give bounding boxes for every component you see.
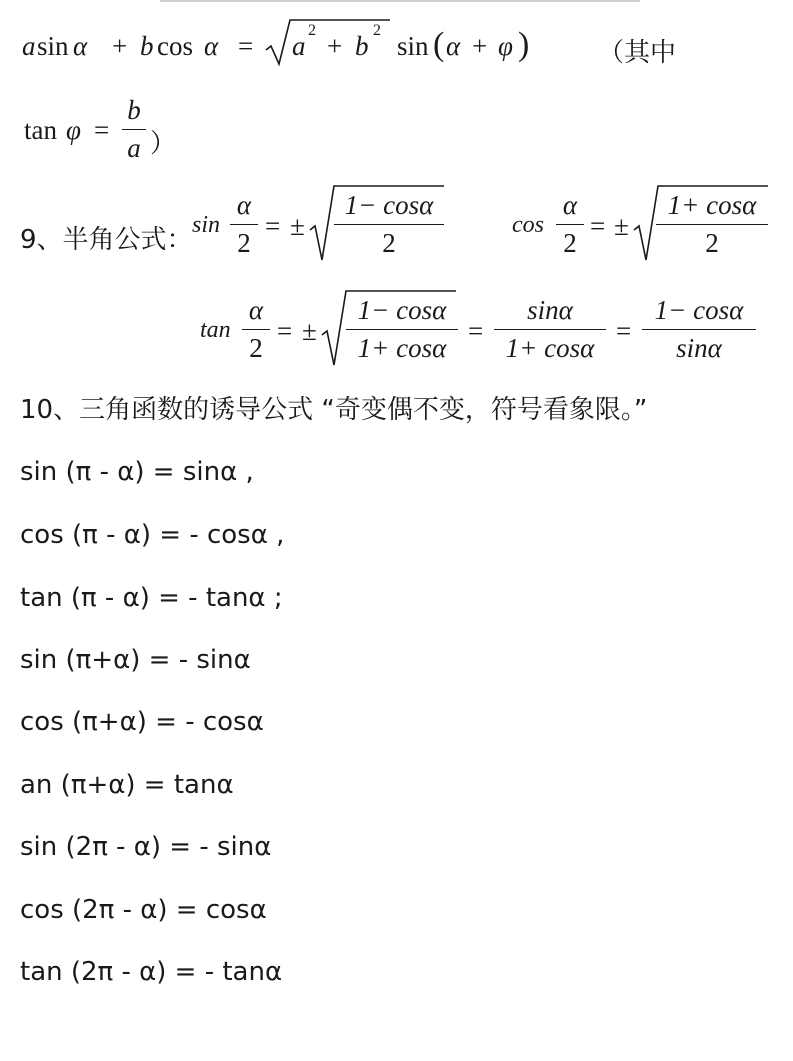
fraction-bar <box>346 329 458 330</box>
equals-sign: = <box>616 316 632 346</box>
denominator: 2 <box>705 228 719 259</box>
denominator: sinα <box>676 333 722 364</box>
paren-close: ) <box>518 26 530 63</box>
symbol-alpha: α <box>204 31 219 61</box>
fn-sin: sin <box>192 212 221 238</box>
formula-line: tan (2π - α) = - tanα <box>20 957 283 987</box>
term-a: a <box>22 31 36 61</box>
numerator: α <box>236 190 252 220</box>
plus-sign: + <box>472 31 488 61</box>
fraction-bar <box>656 224 768 225</box>
term-b: b <box>140 31 154 61</box>
radicand-fraction <box>334 190 444 259</box>
paren-open: ( <box>433 26 445 63</box>
fraction-bar <box>334 224 444 225</box>
symbol-phi: φ <box>498 31 513 61</box>
exponent: 2 <box>308 22 316 39</box>
fn-sin: sin <box>397 31 429 61</box>
plus-sign: + <box>327 31 343 61</box>
formula-line: sin (π - α) = sinα , <box>20 457 254 487</box>
numerator: 1− cosα <box>654 295 744 325</box>
top-cutoff-text <box>160 0 640 2</box>
radicand-fraction <box>656 190 768 259</box>
fraction-bar <box>494 329 606 330</box>
plus-minus-sign: ± <box>302 316 317 346</box>
formula-line: an (π+α) = tanα <box>20 770 234 800</box>
equals-sign: = <box>238 31 254 61</box>
fn-cos: cos <box>512 212 544 238</box>
fn-tan: tan <box>24 115 57 145</box>
denominator: 2 <box>382 228 396 259</box>
plus-minus-sign: ± <box>290 211 305 241</box>
fraction-bar <box>556 224 584 225</box>
fn-cos: cos <box>157 31 193 61</box>
fraction-alpha-over-2 <box>242 295 270 364</box>
fraction-bar <box>642 329 756 330</box>
symbol-alpha: α <box>73 31 88 61</box>
radicand-fraction <box>346 295 458 364</box>
section-heading: 9、半角公式： <box>20 225 193 255</box>
numerator: b <box>127 95 141 125</box>
fraction-alpha-over-2 <box>556 190 584 259</box>
equals-sign: = <box>277 316 293 346</box>
formula-line: cos (π+α) = - cosα <box>20 707 264 737</box>
denominator: 2 <box>563 228 577 259</box>
denominator: a <box>127 133 141 164</box>
term-b: b <box>355 31 369 61</box>
fraction-bar <box>122 129 146 130</box>
fraction-1-minus-cos-over-sin <box>642 295 756 364</box>
numerator: α <box>562 190 578 220</box>
numerator: α <box>248 295 264 325</box>
term-a: a <box>292 31 306 61</box>
note-open: （其中 <box>598 38 677 68</box>
fraction-alpha-over-2 <box>230 190 258 259</box>
formula-line: sin (2π - α) = - sinα <box>20 832 272 862</box>
numerator: 1+ cosα <box>667 190 757 220</box>
equals-sign: = <box>468 316 484 346</box>
equals-sign: = <box>265 211 281 241</box>
exponent: 2 <box>373 22 381 39</box>
denominator: 1+ cosα <box>357 333 447 364</box>
fn-sin: sin <box>37 31 69 61</box>
symbol-alpha: α <box>446 31 461 61</box>
numerator: 1− cosα <box>357 295 447 325</box>
plus-sign: + <box>112 31 128 61</box>
section-heading: 10、三角函数的诱导公式 “奇变偶不变，符号看象限。” <box>20 395 648 425</box>
formula-line: sin (π+α) = - sinα <box>20 645 251 675</box>
formula-line: cos (2π - α) = cosα <box>20 895 267 925</box>
note-close: ） <box>150 129 177 159</box>
numerator: sinα <box>527 295 573 325</box>
fraction-bar <box>230 224 258 225</box>
denominator: 2 <box>249 333 263 364</box>
fn-tan: tan <box>200 317 231 343</box>
denominator: 2 <box>237 228 251 259</box>
equals-sign: = <box>94 115 110 145</box>
symbol-phi: φ <box>66 115 81 145</box>
fraction-bar <box>242 329 270 330</box>
numerator: 1− cosα <box>344 190 434 220</box>
fraction-sin-over-1-plus-cos <box>494 295 606 364</box>
plus-minus-sign: ± <box>614 211 629 241</box>
formula-line: tan (π - α) = - tanα ; <box>20 583 283 613</box>
fraction-b-over-a <box>122 95 146 164</box>
equals-sign: = <box>590 211 606 241</box>
denominator: 1+ cosα <box>505 333 595 364</box>
formula-line: cos (π - α) = - cosα , <box>20 520 285 550</box>
